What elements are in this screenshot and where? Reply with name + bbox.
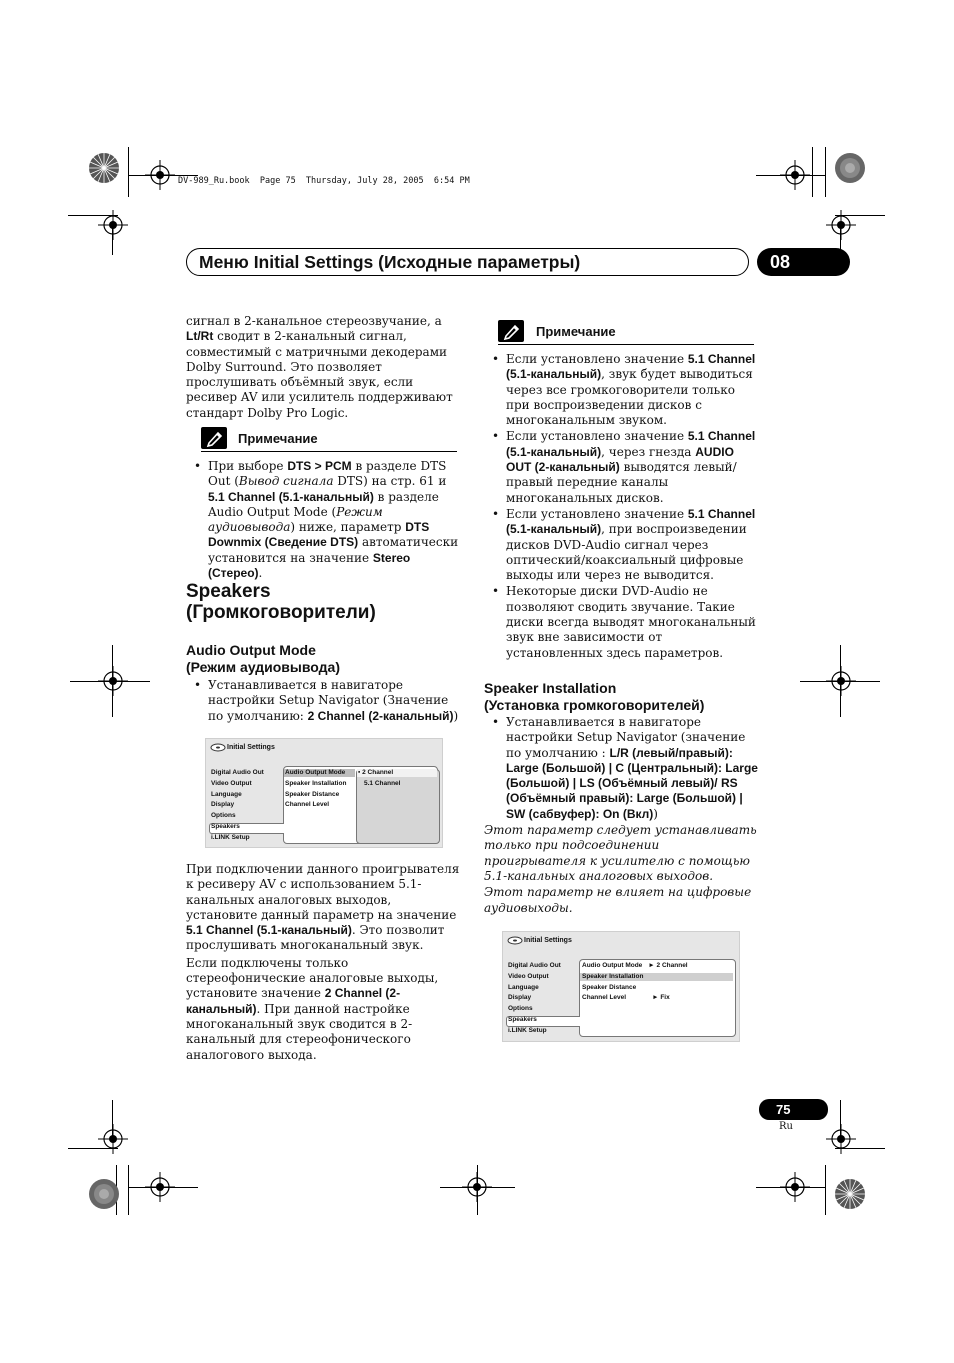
aom-list — [186, 678, 466, 724]
section-heading — [186, 581, 376, 623]
osd-sub-item: Speaker Distance — [582, 983, 637, 991]
note-heading: Примечание — [238, 431, 318, 446]
osd-main-menu — [508, 961, 561, 1037]
osd-menu-item: Language — [508, 983, 539, 991]
italic-term: Режим аудиовывода — [208, 504, 383, 535]
bold-term: Stereo (Стерео) — [208, 550, 411, 581]
subsection-heading-aom — [186, 642, 340, 676]
italic-note: Этот параметр не влияет на цифровые аудиовыходы. — [484, 885, 752, 915]
disc-icon — [210, 743, 226, 752]
text-run: . При данной настройке многоканальный звук сводится в 2-канальный для стереофонического аналогового выхода. — [186, 1001, 413, 1062]
osd-menu-item: i.LINK Setup — [211, 833, 250, 841]
bold-term: 5.1 Channel (5.1-канальный) — [506, 352, 756, 382]
color-target-icon — [88, 152, 120, 184]
si-list — [484, 715, 760, 916]
chapter-number-badge: 08 — [757, 248, 850, 276]
arrow-right-icon: ► — [652, 994, 659, 1002]
osd-options — [358, 768, 400, 790]
text-run: в разделе Audio Output Mode ( — [208, 489, 439, 519]
text-run: выводятся левый/правый передние каналы многоканальных дисков. — [506, 460, 737, 505]
osd-sub-item: Speaker Installation — [582, 972, 644, 980]
color-target-icon — [88, 1178, 120, 1210]
page-title: Меню Initial Settings (Исходные параметры) — [199, 252, 581, 272]
osd-main-menu — [211, 768, 264, 844]
color-target-icon — [834, 152, 866, 184]
disc-icon — [507, 936, 523, 945]
bold-term: DTS > PCM — [287, 459, 352, 473]
osd-sub-item: Audio Output Mode — [285, 769, 346, 776]
osd-option-item: ▪ 2 Channel — [358, 769, 394, 776]
osd-option-item: 5.1 Channel — [364, 779, 401, 787]
bold-term: DTS Downmix (Сведение DTS) — [208, 520, 430, 550]
text-run: в разделе DTS Out ( — [208, 459, 447, 489]
bold-term: 5.1 Channel (5.1-канальный) — [208, 489, 374, 504]
arrow-right-icon: ► — [648, 962, 655, 969]
chapter-header-bar — [186, 248, 749, 276]
text-run: Некоторые диски DVD-Audio не позволяют сводить звучание. Такие диски всегда выводят многоканальный звук вне зависимости от установленных здесь параметров. — [506, 584, 756, 660]
note-item — [186, 459, 466, 581]
text-run: Устанавливается в навигаторе настройки Setup Navigator (Значение по умолчанию: — [208, 678, 449, 723]
osd-menu-item: Options — [508, 1005, 533, 1013]
bold-term: Lt/Rt — [186, 329, 214, 344]
text-run: сигнал в 2-канальное стереозвучание, а — [186, 314, 442, 328]
intro-paragraph — [186, 314, 464, 421]
note-list — [186, 459, 466, 581]
note-divider — [201, 451, 457, 452]
section-heading-line2: (Громкоговорители) — [186, 602, 376, 623]
text-run: Если установлено значение — [506, 352, 688, 366]
osd-sub-item: Speaker Distance — [285, 790, 340, 798]
text-run: При выборе — [208, 459, 288, 473]
text-run: Если подключены только стереофонические аналоговые выходы, установите значение — [186, 955, 439, 1001]
si-heading-line2: (Установка громкоговорителей) — [484, 697, 705, 713]
bold-term: 2 Channel (2-канальный) — [186, 986, 401, 1016]
left-column — [186, 314, 464, 421]
text-run: ) — [653, 806, 658, 821]
osd-sub-menu — [285, 768, 346, 811]
section-heading-line1: Speakers — [186, 581, 271, 602]
text-run: Устанавливается в навигаторе настройки Setup Navigator (значение по умолчанию : — [506, 715, 746, 760]
registration-mark-icon — [98, 1124, 128, 1154]
text-run: ) — [453, 708, 459, 723]
registration-mark-icon — [826, 1124, 856, 1154]
italic-term: Вывод сигнала — [238, 474, 334, 489]
bold-term: 5.1 Channel (5.1-канальный) — [186, 923, 352, 938]
bold-term: AUDIO OUT (2-канальный) — [506, 444, 734, 475]
osd-title: Initial Settings — [227, 744, 275, 751]
bold-term: 5.1 Channel (5.1-канальный) — [506, 429, 756, 459]
osd-sub-menu — [582, 961, 688, 1004]
note-heading: Примечание — [536, 324, 616, 339]
left-body-text — [186, 862, 466, 1063]
selected-marker-icon: ▪ — [358, 769, 363, 776]
osd-menu-item: Display — [211, 801, 235, 809]
osd-menu-item: Digital Audio Out — [508, 962, 561, 969]
page-number-badge: 75 — [759, 1099, 828, 1120]
aom-item — [186, 678, 466, 724]
registration-mark-icon — [826, 210, 856, 240]
osd-title: Initial Settings — [524, 937, 572, 944]
osd-menu-item: Video Output — [508, 972, 549, 980]
osd-menu-item: Options — [211, 812, 236, 820]
text-run: . Это позволит прослушивать многоканальный звук. — [186, 923, 445, 953]
italic-note: Этот параметр следует устанавливать только при подсоединении проигрывателя к усилителю с помощью 5.1-канальных аналоговых выходов. — [484, 823, 757, 883]
bold-term: 2 Channel (2-канальный) — [307, 708, 454, 723]
note-item — [484, 584, 760, 660]
text-run: автоматически установится на значение — [208, 535, 459, 565]
osd-screenshot-audio-output-mode — [205, 738, 443, 848]
note-pencil-icon — [498, 320, 524, 342]
text-run: DTS) на стр. 61 и — [333, 474, 447, 489]
osd-sub-item: Speaker Installation — [285, 779, 347, 787]
osd-menu-item: Display — [508, 994, 532, 1002]
osd-sub-item: Channel Level — [285, 801, 330, 809]
text-run: При подключении данного проигрывателя к ресиверу AV с использованием 5.1-канальных аналоговых выходов, установите данный параметр на значение — [186, 862, 460, 922]
note-pencil-icon — [201, 427, 227, 449]
text-run: Если установлено значение — [506, 429, 688, 444]
paragraph — [186, 862, 466, 954]
osd-menu-item: Speakers — [508, 1015, 537, 1023]
osd-menu-item: Digital Audio Out — [211, 769, 264, 776]
osd-sub-item: Channel Level ► Fix — [582, 994, 670, 1002]
text-run: . — [258, 566, 263, 581]
bold-term: 5.1 Channel (5.1-канальный) — [506, 506, 756, 537]
osd-menu-item: i.LINK Setup — [508, 1026, 547, 1034]
right-note-list — [484, 352, 760, 661]
language-code: Ru — [779, 1121, 793, 1132]
print-slug: DV-989_Ru.book Page 75 Thursday, July 28, 2005 6:54 PM — [178, 176, 470, 186]
osd-menu-item: Speakers — [211, 822, 240, 830]
osd-screenshot-speaker-installation — [502, 931, 740, 1042]
osd-menu-item: Video Output — [211, 779, 252, 787]
si-heading-line1: Speaker Installation — [484, 680, 617, 696]
aom-heading-line1: Audio Output Mode — [186, 642, 316, 658]
color-target-icon — [834, 1178, 866, 1210]
subsection-heading-si — [484, 680, 704, 714]
text-run: сводит в 2-канальный сигнал, совместимый с матричными декодерами Dolby Surround. Это позволяет прослушивать объёмный звук, если ресивер AV или усилитель поддерживают стандарт Dolby Pro Logic. — [186, 329, 453, 420]
note-divider — [498, 344, 754, 345]
note-item — [484, 429, 760, 505]
aom-heading-line2: (Режим аудиовывода) — [186, 659, 340, 675]
text-run: Если установлено значение — [506, 506, 688, 521]
osd-menu-item: Language — [211, 790, 242, 798]
text-run: ) ниже, параметр — [290, 520, 406, 535]
osd-sub-item: Audio Output Mode ► 2 Channel — [582, 962, 688, 969]
note-item — [484, 352, 760, 428]
note-item — [484, 507, 760, 583]
text-run: , при воспроизведении дисков DVD-Audio сигнал через оптический/коаксиальный цифровые выходы или через не выводится. — [506, 522, 747, 583]
si-item — [484, 715, 760, 822]
registration-mark-icon — [98, 210, 128, 240]
text-run: , через гнезда — [601, 444, 696, 459]
bold-term: L/R (левый/правый): Large (Большой) | C (Центральный): Large (Большой) | LS (Объёмный левый)/ RS (Объёмный правый): Large (Большой) | SW (сабвуфер): On (Вкл) — [506, 745, 758, 821]
text-run: , звук будет выводиться через все громкоговорители только при воспроизведении дисков с многоканальным звуком. — [506, 367, 753, 428]
paragraph — [186, 956, 466, 1063]
